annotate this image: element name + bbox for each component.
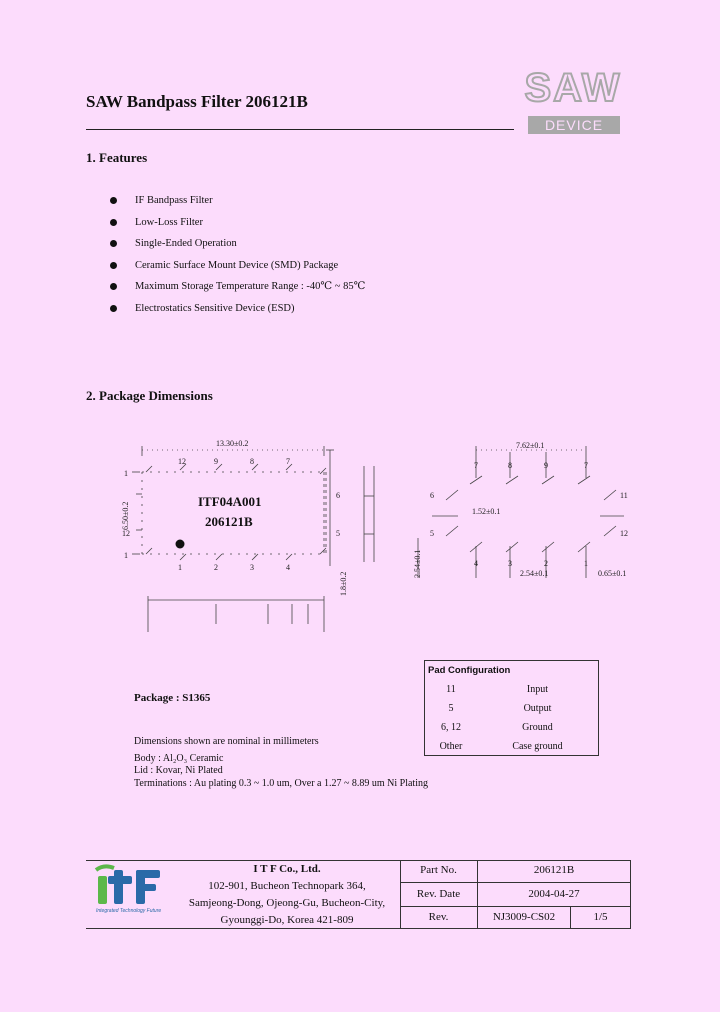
- saw-device-logo: [524, 66, 622, 136]
- bullet-icon: [110, 219, 117, 226]
- pin-label-right: 5: [336, 529, 340, 538]
- table-row: 6, 12 Ground: [440, 722, 553, 733]
- bullet-icon: [110, 283, 117, 290]
- table-row: 5 Output: [448, 703, 552, 714]
- pad-label: 11: [620, 491, 628, 500]
- footer-info-table: [400, 860, 631, 928]
- pin-label-top: 7: [286, 457, 290, 466]
- pad-label: 8: [508, 461, 512, 470]
- list-item: Electrostatics Sensitive Device (ESD): [110, 301, 365, 323]
- note-terminations: Terminations : Au plating 0.3 ~ 1.0 um, Over a 1.27 ~ 8.89 um Ni Plating: [134, 778, 428, 789]
- pad-config-header: Pad Configuration: [428, 665, 511, 676]
- note-body: Body : Al₂O₃ Ceramic: [134, 753, 224, 764]
- package-top-view-drawing: [118, 436, 408, 636]
- dim-left: 2.54±0.1: [413, 549, 422, 578]
- itf-logo-tagline: Integrated Technology Future: [96, 908, 162, 914]
- note-dimensions: Dimensions shown are nominal in millimeters: [134, 736, 319, 747]
- pin-label-top: 8: [250, 457, 254, 466]
- pin-label-bottom: 1: [178, 563, 182, 572]
- pad-label: 1: [584, 559, 588, 568]
- device-logo-text: DEVICE: [528, 116, 620, 134]
- pad-label: 12: [620, 529, 628, 538]
- pin-label-left: 1: [124, 469, 128, 478]
- chip-model-marking: 206121B: [205, 514, 253, 529]
- pad-label: 2: [544, 559, 548, 568]
- features-heading: 1. Features: [86, 150, 148, 165]
- bullet-icon: [110, 197, 117, 204]
- pad-label: 5: [430, 529, 434, 538]
- bullet-icon: [110, 305, 117, 312]
- list-item: Single-Ended Operation: [110, 236, 365, 258]
- pad-configuration-table: [424, 661, 597, 756]
- page-number: 1/5: [593, 911, 608, 923]
- rev-date-label: Rev. Date: [416, 888, 461, 900]
- features-list: [110, 193, 365, 323]
- title-rule: [86, 129, 514, 130]
- pin-label-left: 1: [124, 551, 128, 560]
- dim-right: 0.65±0.1: [598, 569, 627, 578]
- dim-thickness: 1.8±0.2: [339, 571, 348, 596]
- rev-value: NJ3009-CS02: [492, 911, 556, 923]
- itf-logo-mark: [92, 864, 176, 908]
- dim-pad-pitch: 1.52±0.1: [472, 507, 501, 516]
- list-item: Low-Loss Filter: [110, 215, 365, 237]
- pad-label: 3: [508, 559, 512, 568]
- chip-part-marking: ITF04A001: [198, 494, 262, 509]
- rev-date-value: 2004-04-27: [528, 888, 580, 900]
- pad-label: 9: [544, 461, 548, 470]
- bullet-icon: [110, 240, 117, 247]
- part-no-label: Part No.: [420, 864, 457, 876]
- list-item: Ceramic Surface Mount Device (SMD) Package: [110, 258, 365, 280]
- dim-width-top: 13.30±0.2: [216, 439, 249, 448]
- itf-logo: [92, 864, 176, 920]
- company-address: [176, 861, 398, 929]
- part-no-value: 206121B: [533, 864, 575, 876]
- company-address-line: Gyounggi-Do, Korea 421-809: [220, 914, 354, 926]
- bullet-icon: [110, 262, 117, 269]
- table-row: 11 Input: [446, 684, 548, 695]
- company-name: I T F Co., Ltd.: [253, 863, 321, 875]
- document-title: SAW Bandpass Filter 206121B: [86, 92, 308, 111]
- pin-label-bottom: 4: [286, 563, 290, 572]
- table-header-row: [424, 661, 597, 680]
- package-label: Package : S1365: [134, 692, 211, 704]
- company-address-line: 102-901, Bucheon Technopark 364,: [208, 880, 366, 892]
- pin-label-top: 12: [178, 457, 186, 466]
- list-item: Maximum Storage Temperature Range : -40℃ ~ 85℃: [110, 279, 365, 301]
- dim-height-side: 6.50±0.2: [121, 501, 130, 530]
- pin-label-bottom: 2: [214, 563, 218, 572]
- list-item: IF Bandpass Filter: [110, 193, 365, 215]
- pin-label-top: 9: [214, 457, 218, 466]
- pad-label: 6: [430, 491, 434, 500]
- table-row: Other Case ground: [439, 741, 563, 752]
- pad-layout-drawing: [410, 438, 640, 588]
- note-lid: Lid : Kovar, Ni Plated: [134, 765, 223, 776]
- pad-label: 7: [584, 461, 588, 470]
- saw-logo-text: SAW: [524, 66, 622, 110]
- pin-label-bottom: 3: [250, 563, 254, 572]
- dim-bottom: 2.54±0.1: [520, 569, 549, 578]
- pin-label-right: 6: [336, 491, 340, 500]
- package-dimensions-heading: 2. Package Dimensions: [86, 388, 213, 403]
- dim-top-right: 7.62±0.1: [516, 441, 545, 450]
- pin1-marker: [176, 540, 185, 549]
- pin-label-left: 12: [122, 529, 130, 538]
- company-address-line: Samjeong-Dong, Ojeong-Gu, Bucheon-City,: [188, 897, 386, 909]
- pad-label: 7: [474, 461, 478, 470]
- pad-label: 4: [474, 559, 478, 568]
- rev-label: Rev.: [428, 911, 449, 923]
